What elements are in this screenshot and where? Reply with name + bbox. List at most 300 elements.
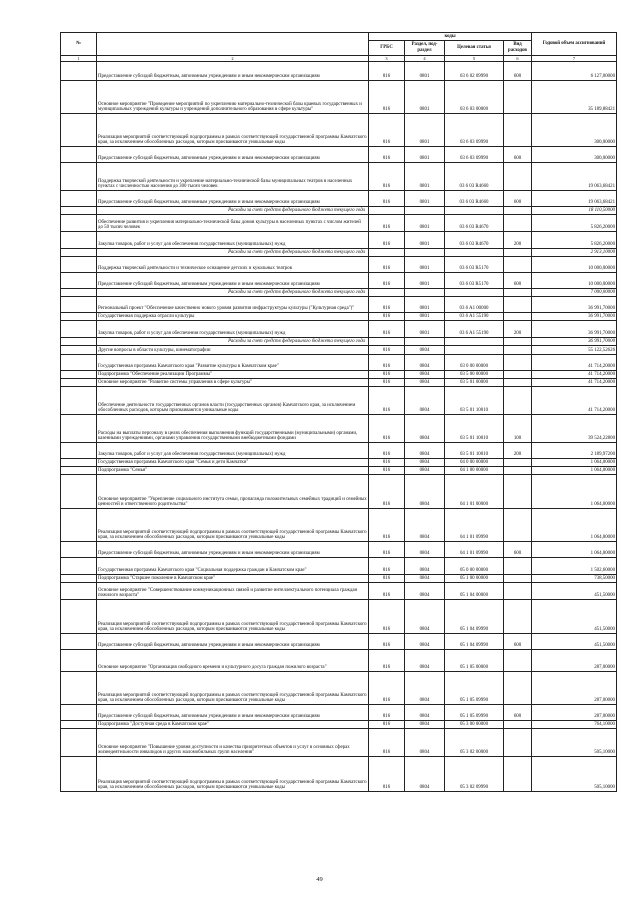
stat-cell: 05 3 02 09990 [445,757,504,792]
razdel-cell: 0804 [405,355,445,371]
amount-cell: 5 826,20000 [532,232,617,249]
table-row [61,257,617,273]
razdel-cell: 0801 [405,163,445,191]
header-row-top [61,33,617,41]
expense-name-cell: Расходы за счет средств федерального бюджета текущего года [97,207,369,215]
vid-cell [504,297,532,313]
table-row [61,215,617,232]
grbs-cell [369,289,405,297]
amount-cell: 41 714,20000 [532,387,617,415]
table-row [61,600,617,634]
razdel-cell: 0801 [405,321,445,338]
grbs-cell: 816 [369,757,405,792]
razdel-cell: 0804 [405,729,445,757]
num-cell [61,600,97,634]
col-number: 6 [504,56,532,62]
stat-cell: 05 1 05 09990 [445,672,504,705]
vid-cell: 600 [504,191,532,207]
amount-cell: 287,00000 [532,650,617,672]
table-row [61,191,617,207]
col-number: 1 [61,56,97,62]
stat-cell: 05 0 00 00000 [445,558,504,575]
grbs-cell: 816 [369,371,405,379]
expense-name-cell: Поддержка творческой деятельности и техническое оснащение детских и кукольных театров [97,257,369,273]
stat-cell: 03 6 03 R4660 [445,191,504,207]
razdel-cell: 0804 [405,387,445,415]
razdel-cell: 0804 [405,634,445,650]
stat-cell: 03 5 01 10010 [445,415,504,443]
expense-name-cell: Предоставление субсидий бюджетным, автономным учреждениям и иным некоммерческим организациям [97,62,369,81]
stat-cell: 03 6 A1 55190 [445,321,504,338]
amount-cell: 41 714,20000 [532,379,617,387]
vid-cell: 200 [504,321,532,338]
federal-budget-row [61,207,617,215]
grbs-cell: 816 [369,650,405,672]
razdel-cell: 0804 [405,415,445,443]
expense-name-cell: Государственная поддержка отрасли культуры [97,313,369,321]
vid-cell [504,575,532,583]
table-row [61,443,617,459]
stat-cell: 03 6 03 R5170 [445,273,504,289]
grbs-cell: 816 [369,415,405,443]
grbs-cell: 816 [369,232,405,249]
razdel-cell: 0804 [405,583,445,600]
header-stat: Целевая статья [445,41,504,56]
vid-cell [504,509,532,542]
grbs-cell: 816 [369,475,405,509]
vid-cell [504,467,532,475]
table-row [61,62,617,81]
razdel-cell: 0804 [405,443,445,459]
grbs-cell [369,249,405,257]
table-row [61,467,617,475]
num-cell [61,81,97,114]
header-amount: Годовой объем ассигнований [532,33,617,56]
table-row [61,147,617,163]
stat-cell: 05 1 04 09990 [445,634,504,650]
vid-cell: 100 [504,415,532,443]
num-cell [61,415,97,443]
amount-cell: 41 714,20000 [532,355,617,371]
expense-name-cell: Предоставление субсидий бюджетным, автономным учреждениям и иным некоммерческим организациям [97,634,369,650]
grbs-cell: 816 [369,583,405,600]
expense-name-cell: Расходы на выплаты персоналу в целях обеспечения выполнения функций государственными (муниципальными) органами, казенными учреждениями, органами управления государственными внебюджетными фондами [97,415,369,443]
num-cell [61,232,97,249]
grbs-cell: 816 [369,509,405,542]
num-cell [61,509,97,542]
vid-cell [504,338,532,346]
grbs-cell: 816 [369,321,405,338]
col-number: 3 [369,56,405,62]
amount-cell: 35 189,88421 [532,81,617,114]
vid-cell [504,114,532,147]
amount-cell: 36 991,70000 [532,297,617,313]
amount-cell: 287,00000 [532,705,617,721]
amount-cell: 1 064,00000 [532,475,617,509]
grbs-cell: 816 [369,558,405,575]
razdel-cell: 0801 [405,114,445,147]
num-cell [61,289,97,297]
vid-cell: 600 [504,147,532,163]
num-cell [61,757,97,792]
num-cell [61,163,97,191]
expense-name-cell: Закупка товаров, работ и услуг для обеспечения государственных (муниципальных) нужд [97,443,369,459]
vid-cell [504,371,532,379]
amount-cell: 1 064,00000 [532,509,617,542]
num-cell [61,297,97,313]
vid-cell: 200 [504,443,532,459]
expense-name-cell: Основное мероприятие "Организация свободного времени и культурного досуга граждан пожилого возраста" [97,650,369,672]
num-cell [61,313,97,321]
num-cell [61,191,97,207]
amount-cell: 764,10000 [532,721,617,729]
expense-name-cell: Обеспечение развития и укрепления материально-технической базы домов культуры в населенных пунктах с числом жителей до 50 тысяч человек [97,215,369,232]
num-cell [61,475,97,509]
expense-name-cell: Государственная программа Камчатского края "Социальная поддержка граждан в Камчатском крае" [97,558,369,575]
stat-cell: 05 1 04 00000 [445,583,504,600]
vid-cell [504,558,532,575]
razdel-cell: 0804 [405,705,445,721]
amount-cell: 55 122,52626 [532,346,617,355]
grbs-cell: 816 [369,729,405,757]
federal-budget-row [61,338,617,346]
razdel-cell: 0804 [405,475,445,509]
col-number: 4 [405,56,445,62]
federal-budget-row [61,249,617,257]
expense-name-cell: Закупка товаров, работ и услуг для обеспечения государственных (муниципальных) нужд [97,232,369,249]
expense-name-cell: Подпрограмма "Семья" [97,467,369,475]
razdel-cell: 0804 [405,650,445,672]
amount-cell: 505,10000 [532,729,617,757]
stat-cell: 04 1 01 09990 [445,509,504,542]
vid-cell [504,249,532,257]
amount-cell: 10 000,00000 [532,257,617,273]
vid-cell: 600 [504,634,532,650]
grbs-cell: 816 [369,257,405,273]
table-row [61,273,617,289]
stat-cell [445,249,504,257]
grbs-cell: 816 [369,147,405,163]
vid-cell [504,600,532,634]
num-cell [61,705,97,721]
grbs-cell: 816 [369,387,405,415]
table-row [61,558,617,575]
amount-cell: 451,50000 [532,634,617,650]
table-row [61,379,617,387]
stat-cell [445,338,504,346]
stat-cell: 03 5 00 00000 [445,371,504,379]
header-codes: коды [369,33,532,41]
table-row [61,459,617,467]
table-row [61,721,617,729]
vid-cell [504,346,532,355]
table-row [61,729,617,757]
grbs-cell [369,207,405,215]
stat-cell: 04 0 00 00000 [445,459,504,467]
amount-cell: 2 189,97200 [532,443,617,459]
expense-name-cell: Предоставление субсидий бюджетным, автономным учреждениям и иным некоммерческим организациям [97,542,369,558]
num-cell [61,542,97,558]
vid-cell [504,729,532,757]
num-cell [61,338,97,346]
stat-cell: 03 5 01 10010 [445,387,504,415]
num-cell [61,467,97,475]
grbs-cell: 816 [369,600,405,634]
header-razdel: Раздел, под-раздел [405,41,445,56]
vid-cell [504,757,532,792]
grbs-cell: 816 [369,297,405,313]
stat-cell: 03 6 03 R5170 [445,257,504,273]
table-row [61,415,617,443]
table-row [61,542,617,558]
expense-name-cell: Обеспечение деятельности государственных органов власти (государственных органов) Камчатского края, за исключением обособленных расходов, которым присваиваются уникальные коды [97,387,369,415]
expense-name-cell: Поддержка творческой деятельности и укрепление материально-технической базы муниципальных театров в населенных пунктах с численностью населения до 300 тысяч человек [97,163,369,191]
amount-cell: 287,00000 [532,672,617,705]
vid-cell: 600 [504,273,532,289]
table-row [61,232,617,249]
header-grbs: ГРБС [369,41,405,56]
num-cell [61,387,97,415]
grbs-cell: 816 [369,721,405,729]
vid-cell [504,81,532,114]
vid-cell [504,650,532,672]
table-row [61,672,617,705]
amount-cell: 505,10000 [532,757,617,792]
amount-cell: 39 524,22800 [532,415,617,443]
vid-cell: 600 [504,705,532,721]
table-row [61,583,617,600]
table-row [61,297,617,313]
razdel-cell: 0804 [405,542,445,558]
amount-cell: 5 826,20000 [532,215,617,232]
vid-cell [504,163,532,191]
vid-cell [504,583,532,600]
num-cell [61,346,97,355]
num-cell [61,558,97,575]
stat-cell: 05 1 00 00000 [445,575,504,583]
vid-cell [504,672,532,705]
stat-cell: 03 6 03 09990 [445,147,504,163]
federal-budget-row [61,289,617,297]
table-row [61,634,617,650]
expense-name-cell: Предоставление субсидий бюджетным, автономным учреждениям и иным некоммерческим организациям [97,705,369,721]
expense-name-cell: Реализация мероприятий соответствующей подпрограммы в рамках соответствующей государственной программы Камчатского края, за исключением обособленных расходов, которым присваиваются уникальные коды [97,672,369,705]
grbs-cell: 816 [369,114,405,147]
razdel-cell: 0804 [405,558,445,575]
stat-cell [445,289,504,297]
header-num: № [61,33,97,56]
stat-cell: 04 1 00 00000 [445,467,504,475]
num-cell [61,257,97,273]
table-row [61,371,617,379]
num-cell [61,114,97,147]
amount-cell: 36 991,70000 [532,313,617,321]
expense-name-cell: Основное мероприятие "Развитие системы управления в сфере культуры" [97,379,369,387]
header-name [97,33,369,56]
razdel-cell: 0801 [405,297,445,313]
razdel-cell: 0804 [405,757,445,792]
table-row [61,705,617,721]
num-cell [61,672,97,705]
expense-name-cell: Реализация мероприятий соответствующей подпрограммы в рамках соответствующей государственной программы Камчатского края, за исключением обособленных расходов, которым присваиваются уникальные коды [97,757,369,792]
vid-cell: 600 [504,542,532,558]
grbs-cell: 816 [369,467,405,475]
razdel-cell: 0804 [405,721,445,729]
razdel-cell: 0804 [405,672,445,705]
expense-name-cell: Закупка товаров, работ и услуг для обеспечения государственных (муниципальных) нужд [97,321,369,338]
amount-cell: 36 991,70000 [532,338,617,346]
num-cell [61,207,97,215]
num-cell [61,379,97,387]
table-row [61,114,617,147]
expense-name-cell: Государственная программа Камчатского края "Семья и дети Камчатки" [97,459,369,467]
grbs-cell: 816 [369,191,405,207]
amount-cell: 1 064,00000 [532,459,617,467]
expense-name-cell: Основное мероприятие "Укрепление социального института семьи, пропаганда положительных семейных традиций и семейных ценностей и ответственного родительства" [97,475,369,509]
razdel-cell: 0801 [405,257,445,273]
table-row [61,355,617,371]
table-row [61,321,617,338]
expense-name-cell: Основное мероприятие "Совершенствование коммуникационных связей и развитие интеллектуального потенциала граждан пожилого возраста" [97,583,369,600]
stat-cell: 05 1 05 00000 [445,650,504,672]
grbs-cell: 816 [369,62,405,81]
budget-sheet [60,32,616,792]
table-row [61,757,617,792]
stat-cell: 03 5 01 10010 [445,443,504,459]
stat-cell [445,207,504,215]
num-cell [61,634,97,650]
amount-cell: 10 000,00000 [532,273,617,289]
amount-cell: 1 064,00000 [532,542,617,558]
razdel-cell [405,289,445,297]
vid-cell [504,721,532,729]
razdel-cell [405,207,445,215]
amount-cell: 18 110,50000 [532,207,617,215]
table-row [61,650,617,672]
num-cell [61,721,97,729]
table-row [61,313,617,321]
vid-cell [504,379,532,387]
amount-cell: 19 063,68421 [532,191,617,207]
grbs-cell [369,338,405,346]
num-cell [61,62,97,81]
vid-cell [504,459,532,467]
stat-cell: 03 6 03 R4670 [445,232,504,249]
expense-name-cell: Государственная программа Камчатского края "Развитие культуры в Камчатском крае" [97,355,369,371]
stat-cell: 03 6 A1 00000 [445,297,504,313]
vid-cell [504,313,532,321]
col-number: 2 [97,56,369,62]
razdel-cell: 0804 [405,371,445,379]
expense-name-cell: Расходы за счет средств федерального бюджета текущего года [97,338,369,346]
num-cell [61,650,97,672]
table-row [61,81,617,114]
razdel-cell: 0801 [405,273,445,289]
expense-name-cell: Основное мероприятие "Повышение уровня доступности и качества приоритетных объектов и услуг в основных сферах жизнедеятельности инвалидов и других маломобильных групп населения" [97,729,369,757]
razdel-cell: 0801 [405,147,445,163]
table-row [61,346,617,355]
amount-cell: 41 714,20000 [532,371,617,379]
budget-table [60,32,617,792]
expense-name-cell: Предоставление субсидий бюджетным, автономным учреждениям и иным некоммерческим организациям [97,147,369,163]
grbs-cell: 816 [369,443,405,459]
vid-cell [504,387,532,415]
num-cell [61,575,97,583]
expense-name-cell: Предоставление субсидий бюджетным, автономным учреждениям и иным некоммерческим организациям [97,273,369,289]
grbs-cell: 816 [369,81,405,114]
razdel-cell: 0804 [405,379,445,387]
stat-cell: 03 6 03 R4670 [445,215,504,232]
col-number: 7 [532,56,617,62]
razdel-cell: 0801 [405,232,445,249]
amount-cell: 1 064,00000 [532,467,617,475]
num-cell [61,215,97,232]
expense-name-cell: Реализация мероприятий соответствующей подпрограммы в рамках соответствующей государственной программы Камчатского края, за исключением обособленных расходов, которым присваиваются уникальные коды [97,114,369,147]
amount-cell: 7 000,00000 [532,289,617,297]
stat-cell: 05 1 05 09990 [445,705,504,721]
grbs-cell: 816 [369,705,405,721]
razdel-cell: 0801 [405,313,445,321]
table-row [61,163,617,191]
razdel-cell: 0804 [405,509,445,542]
vid-cell [504,215,532,232]
expense-name-cell: Подпрограмма "Доступная среда в Камчатском крае" [97,721,369,729]
expense-name-cell: Расходы за счет средств федерального бюджета текущего года [97,249,369,257]
amount-cell: 36 991,70000 [532,321,617,338]
num-cell [61,249,97,257]
expense-name-cell: Основное мероприятие "Проведение мероприятий по укреплению материально-технической базы краевых государственных и муниципальных учреждений культуры и учреждений дополнительного образования в сфере культуры" [97,81,369,114]
amount-cell: 300,00000 [532,147,617,163]
razdel-cell [405,249,445,257]
stat-cell: 03 6 03 09990 [445,114,504,147]
num-cell [61,355,97,371]
razdel-cell: 0804 [405,346,445,355]
budget-table-body [61,62,617,792]
razdel-cell: 0804 [405,467,445,475]
amount-cell: 2 913,10000 [532,249,617,257]
razdel-cell: 0804 [405,600,445,634]
expense-name-cell: Другие вопросы в области культуры, кинематографии [97,346,369,355]
expense-name-cell: Реализация мероприятий соответствующей подпрограммы в рамках соответствующей государственной программы Камчатского края, за исключением обособленных расходов, которым присваиваются уникальные коды [97,509,369,542]
page-number: 49 [316,876,323,883]
vid-cell [504,207,532,215]
razdel-cell: 0801 [405,191,445,207]
grbs-cell: 816 [369,313,405,321]
grbs-cell: 816 [369,672,405,705]
amount-cell: 19 063,68421 [532,163,617,191]
grbs-cell: 816 [369,163,405,191]
expense-name-cell: Реализация мероприятий соответствующей подпрограммы в рамках соответствующей государственной программы Камчатского края, за исключением обособленных расходов, которым присваиваются уникальные коды [97,600,369,634]
stat-cell: 04 1 01 09990 [445,542,504,558]
amount-cell: 6 127,00000 [532,62,617,81]
num-cell [61,459,97,467]
grbs-cell: 816 [369,346,405,355]
razdel-cell: 0801 [405,62,445,81]
razdel-cell: 0804 [405,459,445,467]
razdel-cell: 0801 [405,81,445,114]
razdel-cell [405,338,445,346]
expense-name-cell: Региональный проект "Обеспечение качественно нового уровня развития инфраструктуры культуры ("Культурная среда")" [97,297,369,313]
num-cell [61,147,97,163]
vid-cell [504,355,532,371]
stat-cell: 03 6 03 00000 [445,81,504,114]
table-row [61,475,617,509]
amount-cell: 1 502,60000 [532,558,617,575]
grbs-cell: 816 [369,634,405,650]
grbs-cell: 816 [369,379,405,387]
num-cell [61,443,97,459]
num-cell [61,371,97,379]
